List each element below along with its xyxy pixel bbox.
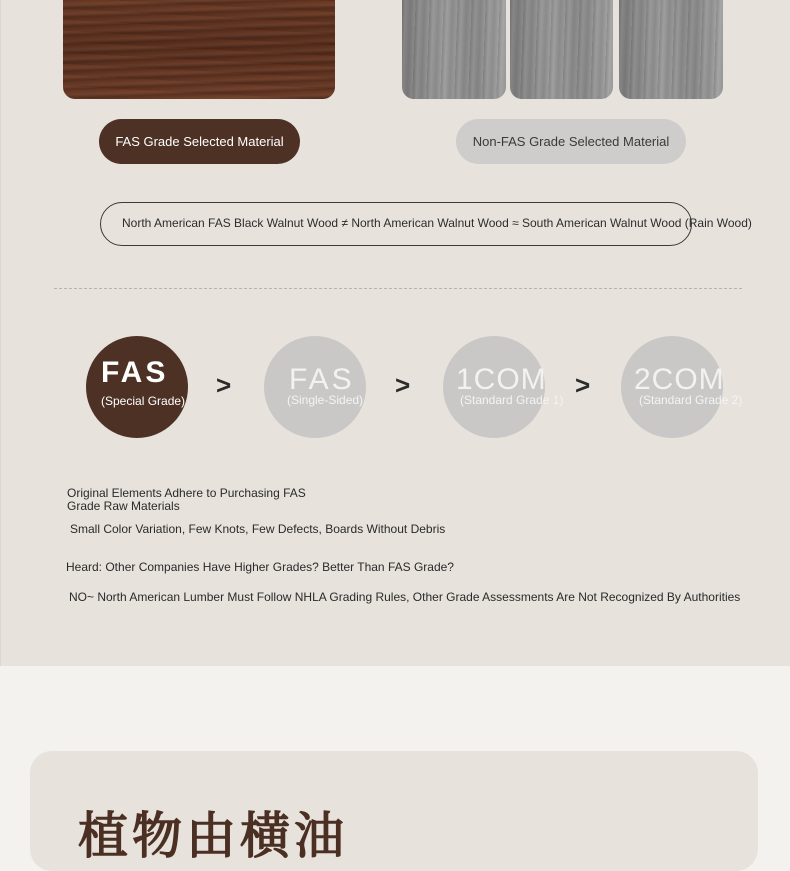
dashed-divider bbox=[54, 288, 742, 289]
grade-name: 2COM bbox=[634, 363, 725, 396]
fas-material-label: FAS Grade Selected Material bbox=[99, 119, 300, 164]
greater-than-symbol: > bbox=[575, 370, 591, 400]
grade-sub: (Special Grade) bbox=[101, 394, 186, 408]
greater-than-symbol: > bbox=[216, 370, 232, 400]
note-line-2: Grade Raw Materials bbox=[67, 499, 180, 513]
non-fas-wood-image-2 bbox=[510, 0, 613, 99]
non-fas-wood-image-1 bbox=[402, 0, 506, 99]
non-fas-wood-image-3 bbox=[619, 0, 723, 99]
comparison-text: North American FAS Black Walnut Wood ≠ North American Walnut Wood ≈ South American Walnut Wood (Rain Wood) bbox=[122, 216, 752, 230]
grade-sub: (Standard Grade 1) bbox=[460, 393, 564, 407]
grade-sub: (Standard Grade 2) bbox=[639, 393, 743, 407]
bottom-heading: 植物由横油 bbox=[78, 807, 348, 865]
grade-name: FAS bbox=[101, 356, 169, 389]
grade-sub: (Single-Sided) bbox=[287, 393, 364, 407]
note-line-1: Original Elements Adhere to Purchasing FAS bbox=[67, 486, 306, 500]
grade-name: FAS bbox=[289, 363, 355, 396]
note-line-3: Small Color Variation, Few Knots, Few Defects, Boards Without Debris bbox=[70, 522, 446, 536]
non-fas-material-label: Non-FAS Grade Selected Material bbox=[456, 119, 686, 164]
note-question: Heard: Other Companies Have Higher Grades? Better Than FAS Grade? bbox=[66, 560, 454, 574]
note-answer: NO~ North American Lumber Must Follow NHLA Grading Rules, Other Grade Assessments Are Not Recognized By Authorities bbox=[69, 590, 741, 604]
fas-wood-image bbox=[63, 0, 335, 99]
greater-than-symbol: > bbox=[395, 370, 411, 400]
grade-name: 1COM bbox=[456, 363, 547, 396]
